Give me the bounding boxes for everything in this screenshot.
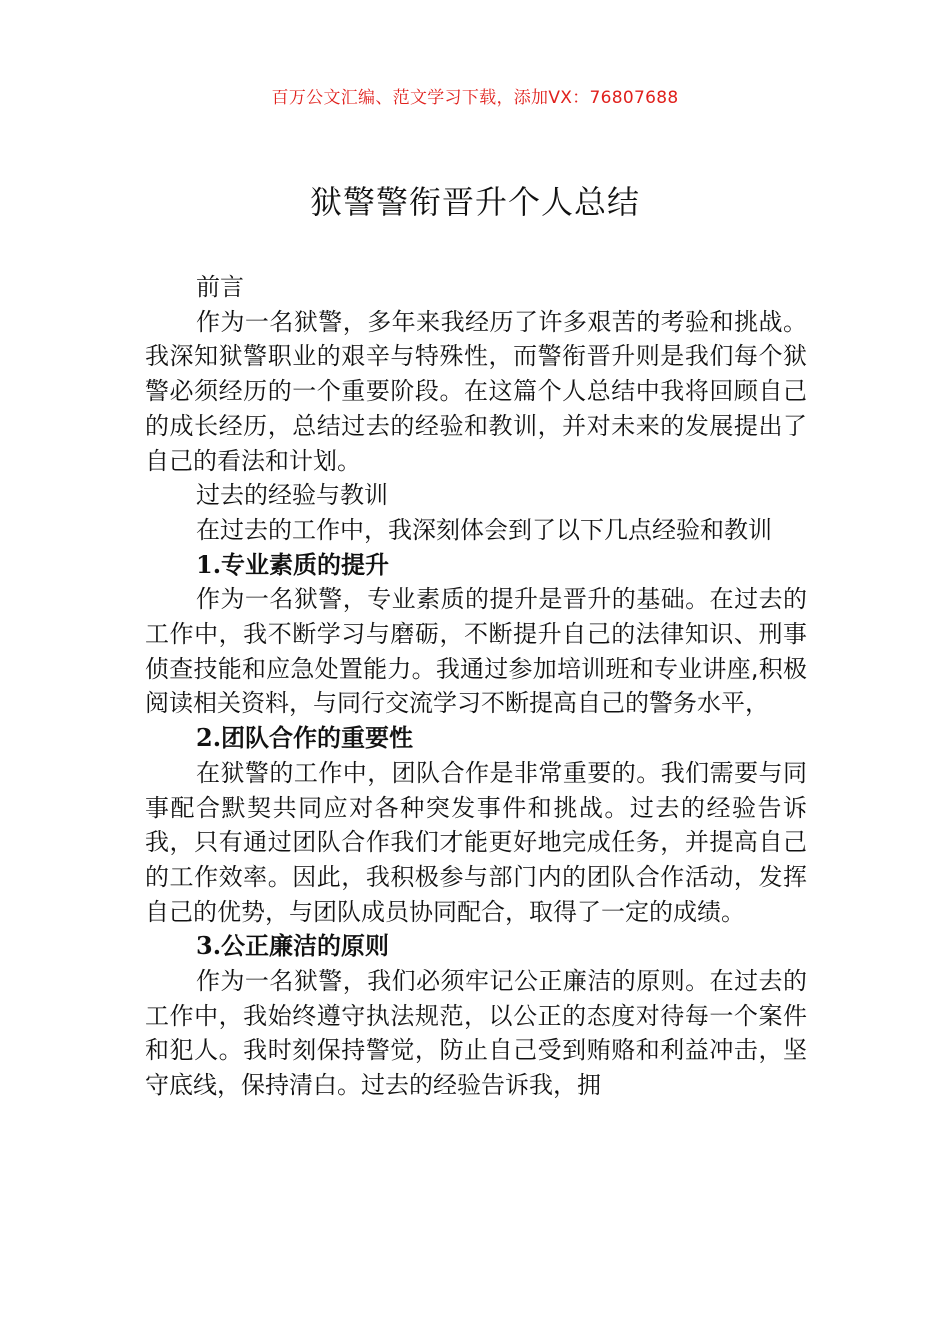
point1-heading: 1.专业素质的提升	[196, 549, 390, 579]
point3-heading: 3.公正廉洁的原则	[196, 931, 390, 961]
point2-heading: 2.团队合作的重要性	[196, 723, 414, 753]
header-note: 百万公文汇编、范文学习下载，添加VX：76807688	[271, 88, 679, 108]
document-body	[145, 270, 807, 1103]
preface-label: 前言	[196, 273, 244, 301]
point1-paragraph: 作为一名狱警，专业素质的提升是晋升的基础。在过去的工作中，我不断学习与磨砺，不断提升自己的法律知识、刑事侦查技能和应急处置能力。我通过参加培训班和专业讲座,积极阅读相关资料，与同行交流学习不断提高自己的警务水平，	[145, 585, 807, 718]
point3-paragraph: 作为一名狱警，我们必须牢记公正廉洁的原则。在过去的工作中，我始终遵守执法规范，以公正的态度对待每一个案件和犯人。我时刻保持警觉，防止自己受到贿赂和利益冲击，坚守底线，保持清白。过去的经验告诉我，拥	[145, 967, 807, 1100]
point2-paragraph: 在狱警的工作中，团队合作是非常重要的。我们需要与同事配合默契共同应对各种突发事件和挑战。过去的经验告诉我，只有通过团队合作我们才能更好地完成任务，并提高自己的工作效率。因此，我积极参与部门内的团队合作活动，发挥自己的优势，与团队成员协同配合，取得了一定的成绩。	[145, 758, 807, 926]
lessons-intro-paragraph: 在过去的工作中，我深刻体会到了以下几点经验和教训	[196, 515, 772, 544]
document-title: 狱警警衔晋升个人总结	[309, 183, 640, 221]
preface-paragraph: 作为一名狱警，多年来我经历了许多艰苦的考验和挑战。我深知狱警职业的艰辛与特殊性，而警衔晋升则是我们每个狱警必须经历的一个重要阶段。在这篇个人总结中我将回顾自己的成长经历，总结过去的经验和教训，并对未来的发展提出了自己的看法和计划。	[145, 307, 807, 475]
lessons-label: 过去的经验与教训	[196, 481, 388, 510]
